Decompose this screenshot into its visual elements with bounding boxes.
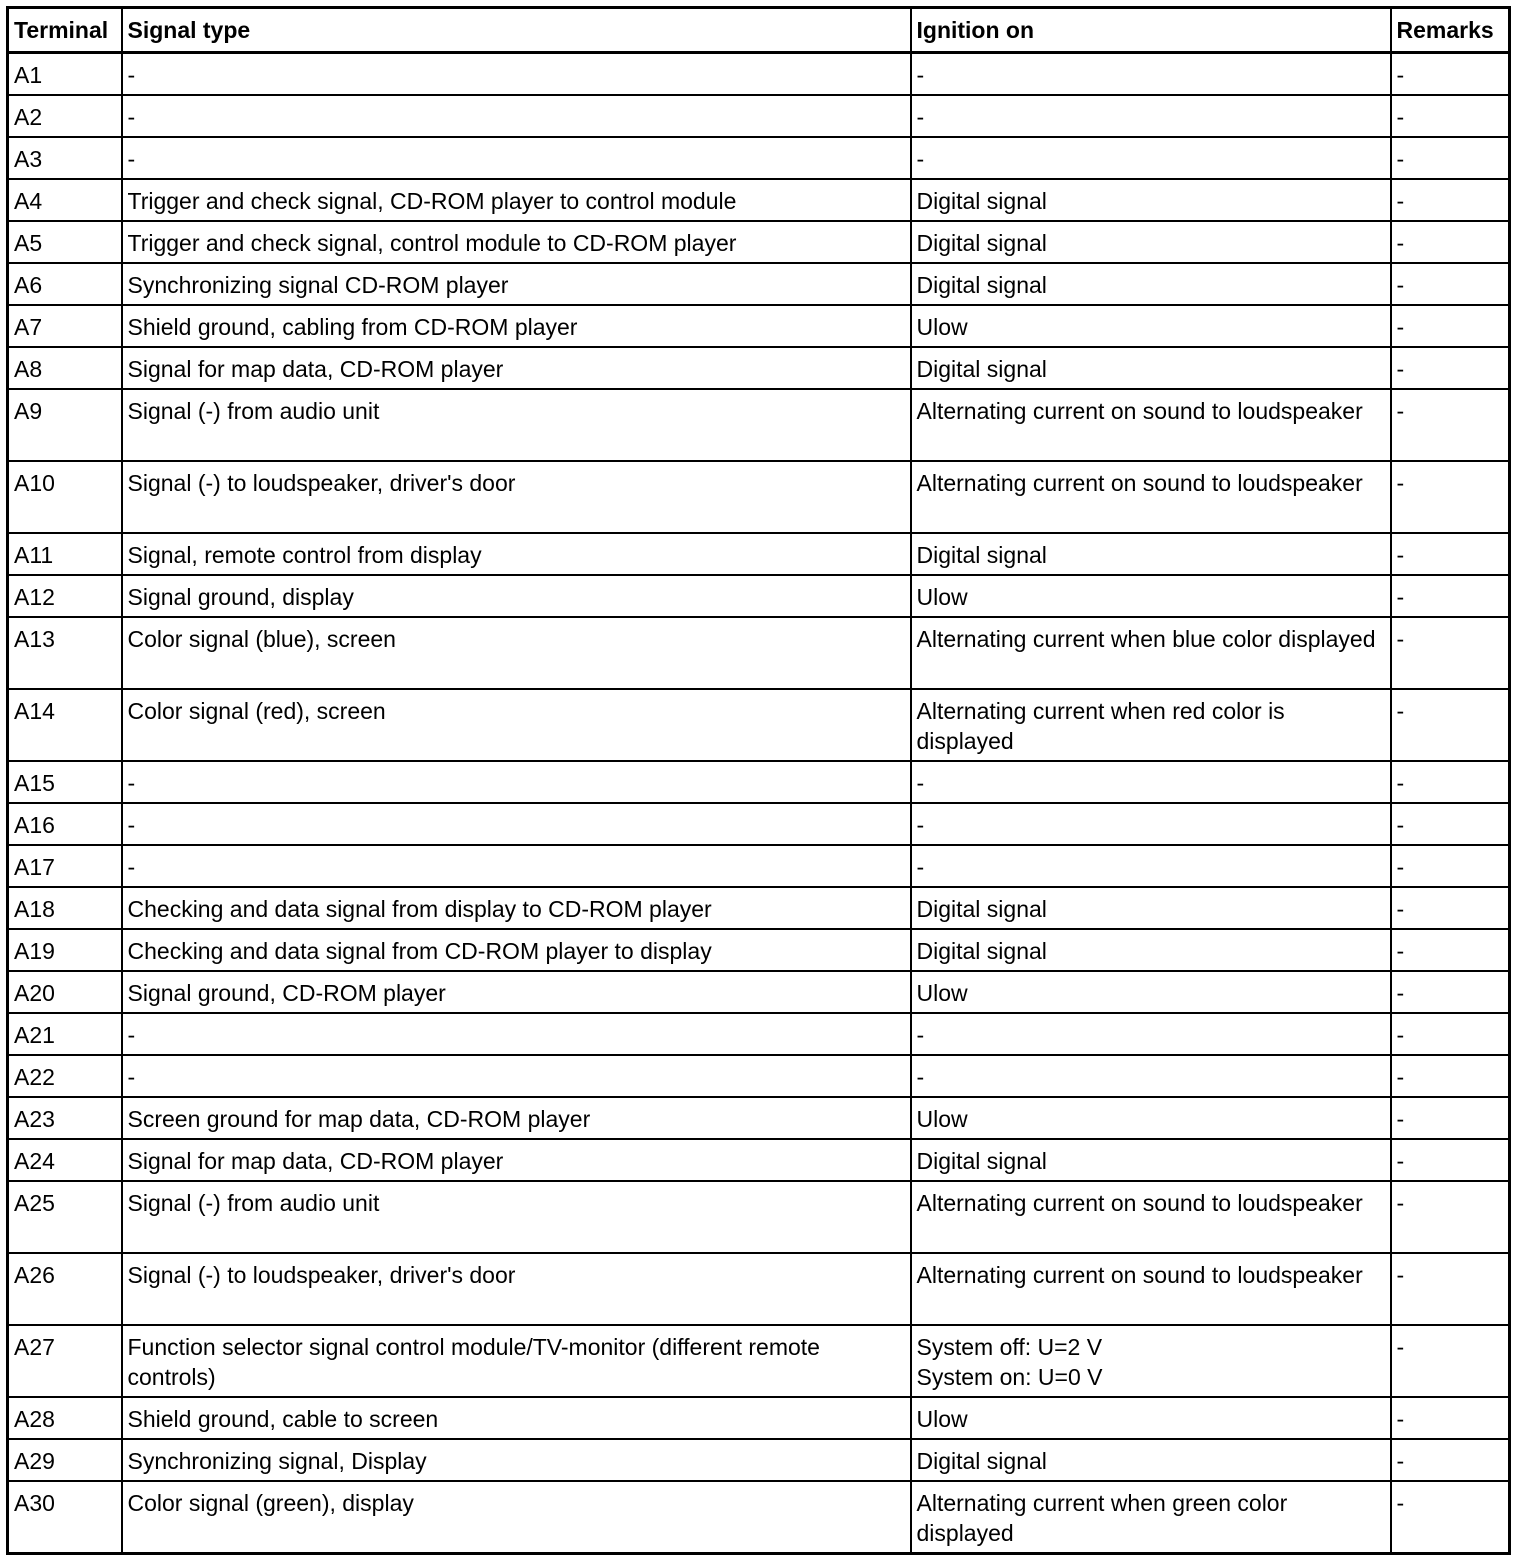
- ignition-line: -: [916, 62, 925, 88]
- header-terminal: Terminal: [8, 8, 122, 53]
- cell-remarks: -: [1391, 761, 1510, 803]
- ignition-line: Alternating current on sound to loudspeaker: [916, 470, 1363, 496]
- ignition-line: -: [916, 854, 925, 880]
- cell-signal-type: Screen ground for map data, CD-ROM player: [122, 1097, 911, 1139]
- cell-terminal: A10: [8, 461, 122, 533]
- cell-terminal: A28: [8, 1397, 122, 1439]
- cell-signal-type: -: [122, 1055, 911, 1097]
- cell-ignition-on: [911, 389, 1391, 461]
- cell-signal-type: Signal (-) from audio unit: [122, 389, 911, 461]
- cell-remarks: -: [1391, 887, 1510, 929]
- cell-ignition-on: [911, 845, 1391, 887]
- ignition-line: Ulow: [916, 1406, 968, 1432]
- cell-signal-type: Synchronizing signal CD-ROM player: [122, 263, 911, 305]
- cell-signal-type: Shield ground, cabling from CD-ROM player: [122, 305, 911, 347]
- cell-remarks: -: [1391, 1055, 1510, 1097]
- table-row: [8, 971, 1510, 1013]
- table-row: [8, 179, 1510, 221]
- ignition-line: Alternating current on sound to loudspeaker: [916, 1262, 1363, 1288]
- cell-signal-type: Signal ground, display: [122, 575, 911, 617]
- cell-signal-type: Shield ground, cable to screen: [122, 1397, 911, 1439]
- cell-terminal: A29: [8, 1439, 122, 1481]
- ignition-line: Ulow: [916, 584, 968, 610]
- cell-remarks: -: [1391, 137, 1510, 179]
- cell-remarks: -: [1391, 347, 1510, 389]
- ignition-line: Ulow: [916, 1106, 968, 1132]
- cell-ignition-on: [911, 1139, 1391, 1181]
- table-row: [8, 689, 1510, 761]
- cell-terminal: A26: [8, 1253, 122, 1325]
- cell-signal-type: Signal for map data, CD-ROM player: [122, 1139, 911, 1181]
- cell-remarks: -: [1391, 1097, 1510, 1139]
- cell-remarks: -: [1391, 1181, 1510, 1253]
- ignition-line: Digital signal: [916, 188, 1047, 214]
- cell-signal-type: Synchronizing signal, Display: [122, 1439, 911, 1481]
- table-row: [8, 929, 1510, 971]
- cell-ignition-on: [911, 929, 1391, 971]
- cell-terminal: A23: [8, 1097, 122, 1139]
- cell-signal-type: Signal (-) to loudspeaker, driver's door: [122, 1253, 911, 1325]
- cell-ignition-on: [911, 1055, 1391, 1097]
- table-row: [8, 221, 1510, 263]
- cell-signal-type: Function selector signal control module/TV-monitor (different remote controls): [122, 1325, 911, 1397]
- cell-signal-type: Trigger and check signal, CD-ROM player to control module: [122, 179, 911, 221]
- cell-remarks: -: [1391, 929, 1510, 971]
- table-row: [8, 1325, 1510, 1397]
- cell-ignition-on: [911, 461, 1391, 533]
- cell-remarks: -: [1391, 533, 1510, 575]
- cell-ignition-on: [911, 1325, 1391, 1397]
- cell-ignition-on: [911, 971, 1391, 1013]
- cell-terminal: A17: [8, 845, 122, 887]
- ignition-line: Digital signal: [916, 1148, 1047, 1174]
- ignition-line: -: [916, 146, 925, 172]
- table-row: [8, 533, 1510, 575]
- cell-remarks: -: [1391, 95, 1510, 137]
- cell-remarks: -: [1391, 305, 1510, 347]
- table-row: [8, 1481, 1510, 1554]
- ignition-line: Digital signal: [916, 542, 1047, 568]
- cell-ignition-on: [911, 1013, 1391, 1055]
- cell-remarks: -: [1391, 1397, 1510, 1439]
- table-row: [8, 1253, 1510, 1325]
- table-row: [8, 617, 1510, 689]
- table-row: [8, 1097, 1510, 1139]
- cell-terminal: A21: [8, 1013, 122, 1055]
- cell-signal-type: Signal ground, CD-ROM player: [122, 971, 911, 1013]
- cell-signal-type: -: [122, 137, 911, 179]
- cell-signal-type: -: [122, 1013, 911, 1055]
- cell-terminal: A19: [8, 929, 122, 971]
- cell-remarks: -: [1391, 1253, 1510, 1325]
- cell-terminal: A1: [8, 53, 122, 96]
- ignition-line: Digital signal: [916, 272, 1047, 298]
- cell-ignition-on: [911, 761, 1391, 803]
- cell-remarks: -: [1391, 617, 1510, 689]
- cell-terminal: A6: [8, 263, 122, 305]
- table-row: [8, 1139, 1510, 1181]
- ignition-line: System off: U=2 V: [916, 1334, 1103, 1360]
- cell-terminal: A16: [8, 803, 122, 845]
- cell-remarks: -: [1391, 179, 1510, 221]
- cell-terminal: A13: [8, 617, 122, 689]
- table-row: [8, 53, 1510, 96]
- cell-terminal: A25: [8, 1181, 122, 1253]
- header-remarks: Remarks: [1391, 8, 1510, 53]
- cell-terminal: A20: [8, 971, 122, 1013]
- cell-signal-type: Color signal (red), screen: [122, 689, 911, 761]
- cell-terminal: A4: [8, 179, 122, 221]
- ignition-line: -: [916, 104, 925, 130]
- ignition-line: Alternating current on sound to loudspeaker: [916, 398, 1363, 424]
- cell-remarks: -: [1391, 1013, 1510, 1055]
- cell-ignition-on: [911, 305, 1391, 347]
- table-row: [8, 845, 1510, 887]
- cell-ignition-on: [911, 617, 1391, 689]
- cell-remarks: -: [1391, 1325, 1510, 1397]
- cell-remarks: -: [1391, 1481, 1510, 1554]
- cell-signal-type: -: [122, 95, 911, 137]
- cell-ignition-on: [911, 263, 1391, 305]
- table-row: [8, 803, 1510, 845]
- table-row: [8, 95, 1510, 137]
- ignition-line: Digital signal: [916, 896, 1047, 922]
- header-ignition-on: Ignition on: [911, 8, 1391, 53]
- cell-terminal: A18: [8, 887, 122, 929]
- ignition-line: Alternating current on sound to loudspeaker: [916, 1190, 1363, 1216]
- cell-signal-type: Checking and data signal from display to CD-ROM player: [122, 887, 911, 929]
- table-row: [8, 575, 1510, 617]
- ignition-line: Digital signal: [916, 938, 1047, 964]
- table-header: [8, 8, 1510, 53]
- cell-remarks: -: [1391, 845, 1510, 887]
- table-row: [8, 1439, 1510, 1481]
- cell-ignition-on: [911, 1253, 1391, 1325]
- cell-remarks: -: [1391, 221, 1510, 263]
- cell-signal-type: -: [122, 803, 911, 845]
- table-row: [8, 461, 1510, 533]
- table-row: [8, 761, 1510, 803]
- cell-terminal: A14: [8, 689, 122, 761]
- ignition-line: Alternating current when blue color displayed: [916, 626, 1376, 652]
- ignition-line: Ulow: [916, 314, 968, 340]
- cell-remarks: -: [1391, 461, 1510, 533]
- cell-signal-type: Color signal (green), display: [122, 1481, 911, 1554]
- table-row: [8, 1013, 1510, 1055]
- table-row: [8, 1397, 1510, 1439]
- cell-terminal: A2: [8, 95, 122, 137]
- cell-ignition-on: [911, 221, 1391, 263]
- cell-ignition-on: [911, 1181, 1391, 1253]
- cell-terminal: A27: [8, 1325, 122, 1397]
- ignition-line: Ulow: [916, 980, 968, 1006]
- cell-ignition-on: [911, 347, 1391, 389]
- table-row: [8, 1181, 1510, 1253]
- table-body: [8, 53, 1510, 1554]
- cell-signal-type: -: [122, 53, 911, 96]
- cell-signal-type: Signal for map data, CD-ROM player: [122, 347, 911, 389]
- cell-remarks: -: [1391, 389, 1510, 461]
- table-row: [8, 263, 1510, 305]
- cell-remarks: -: [1391, 803, 1510, 845]
- cell-remarks: -: [1391, 971, 1510, 1013]
- table-row: [8, 305, 1510, 347]
- cell-ignition-on: [911, 533, 1391, 575]
- cell-remarks: -: [1391, 689, 1510, 761]
- cell-terminal: A8: [8, 347, 122, 389]
- cell-terminal: A7: [8, 305, 122, 347]
- cell-signal-type: -: [122, 845, 911, 887]
- cell-ignition-on: [911, 137, 1391, 179]
- cell-signal-type: Trigger and check signal, control module to CD-ROM player: [122, 221, 911, 263]
- cell-terminal: A12: [8, 575, 122, 617]
- cell-ignition-on: [911, 1097, 1391, 1139]
- cell-terminal: A22: [8, 1055, 122, 1097]
- cell-terminal: A5: [8, 221, 122, 263]
- cell-ignition-on: [911, 803, 1391, 845]
- cell-signal-type: -: [122, 761, 911, 803]
- cell-signal-type: Color signal (blue), screen: [122, 617, 911, 689]
- cell-ignition-on: [911, 689, 1391, 761]
- cell-terminal: A9: [8, 389, 122, 461]
- header-signal-type: Signal type: [122, 8, 911, 53]
- ignition-line: Alternating current when green color displayed: [916, 1490, 1288, 1546]
- ignition-line: Digital signal: [916, 1448, 1047, 1474]
- terminal-signal-table: [6, 6, 1511, 1555]
- cell-remarks: -: [1391, 1139, 1510, 1181]
- cell-remarks: -: [1391, 1439, 1510, 1481]
- table-row: [8, 137, 1510, 179]
- ignition-line: System on: U=0 V: [916, 1364, 1103, 1390]
- cell-remarks: -: [1391, 575, 1510, 617]
- cell-signal-type: Signal, remote control from display: [122, 533, 911, 575]
- cell-ignition-on: [911, 1481, 1391, 1554]
- cell-signal-type: Signal (-) to loudspeaker, driver's door: [122, 461, 911, 533]
- table-row: [8, 389, 1510, 461]
- ignition-line: -: [916, 770, 925, 796]
- cell-ignition-on: [911, 95, 1391, 137]
- table-row: [8, 887, 1510, 929]
- cell-terminal: A30: [8, 1481, 122, 1554]
- cell-remarks: -: [1391, 263, 1510, 305]
- ignition-line: Digital signal: [916, 356, 1047, 382]
- cell-ignition-on: [911, 575, 1391, 617]
- cell-ignition-on: [911, 1439, 1391, 1481]
- cell-terminal: A3: [8, 137, 122, 179]
- ignition-line: -: [916, 1064, 925, 1090]
- cell-signal-type: Signal (-) from audio unit: [122, 1181, 911, 1253]
- cell-ignition-on: [911, 887, 1391, 929]
- ignition-line: -: [916, 1022, 925, 1048]
- header-row: [8, 8, 1510, 53]
- cell-signal-type: Checking and data signal from CD-ROM player to display: [122, 929, 911, 971]
- ignition-line: -: [916, 812, 925, 838]
- cell-terminal: A24: [8, 1139, 122, 1181]
- ignition-line: Digital signal: [916, 230, 1047, 256]
- cell-terminal: A11: [8, 533, 122, 575]
- cell-ignition-on: [911, 53, 1391, 96]
- cell-ignition-on: [911, 1397, 1391, 1439]
- table-row: [8, 1055, 1510, 1097]
- cell-terminal: A15: [8, 761, 122, 803]
- table-row: [8, 347, 1510, 389]
- cell-ignition-on: [911, 179, 1391, 221]
- ignition-line: Alternating current when red color is displayed: [916, 698, 1285, 754]
- cell-remarks: -: [1391, 53, 1510, 96]
- terminal-table-container: [6, 6, 1508, 1555]
